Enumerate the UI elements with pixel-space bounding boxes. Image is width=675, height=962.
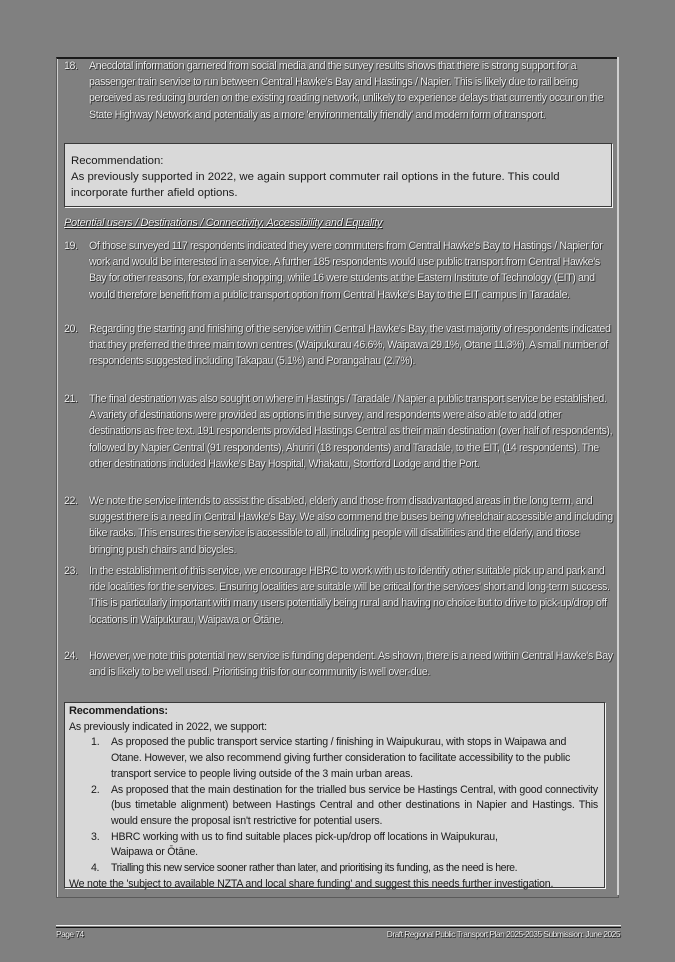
- paragraph-number: 23.: [64, 565, 78, 577]
- page-number: Page 74: [56, 929, 84, 939]
- footer-divider: [56, 925, 621, 926]
- list-number: 2.: [91, 783, 100, 796]
- section-heading: Potential users / Destinations / Connectivity, Accessibility and Equality: [64, 217, 383, 229]
- recommendation-box: [64, 143, 612, 207]
- paragraph-19: [62, 238, 614, 303]
- paragraph-21: [62, 391, 614, 472]
- paragraph-18: [62, 58, 614, 123]
- list-number: 3.: [91, 830, 100, 843]
- paragraph-22: [62, 493, 614, 558]
- paragraph-text: We note the service intends to assist the disabled, elderly and those from disadvantaged areas in the long term, and suggest there is a need in Central Hawke's Bay. We also commend the buses being wheelchair accessible and including bike racks. This ensures the service is accessible to all, including people will disabilities and the elderly, and those bringing push chairs and bicycles.: [89, 495, 613, 556]
- paragraph-text: Anecdotal information garnered from social media and the survey results shows that there is strong support for a passenger train service to run between Central Hawke's Bay and Hastings / Napier. This is likely due to rail being perceived as reducing burden on the existing roading network, unlikely to experience delays that currently occur on the State Highway Network and potentially as a more 'environmentally friendly' and modern form of transport.: [89, 60, 604, 121]
- frame-edge: [617, 57, 619, 895]
- recommendation-label: Recommendation:: [71, 155, 164, 167]
- paragraph-number: 24.: [64, 650, 78, 662]
- footer-divider-dark: [56, 927, 621, 928]
- list-text: Trialling this new service sooner rather than later, and prioritising its funding, as the need is here.: [111, 862, 518, 875]
- paragraph-number: 18.: [64, 60, 78, 72]
- list-number: 4.: [91, 862, 99, 875]
- document-title: Draft Regional Public Transport Plan 2025-2035 Submission: June 2025: [386, 929, 620, 939]
- paragraph-number: 22.: [64, 495, 78, 507]
- paragraph-24: [62, 648, 614, 680]
- recommendations-list: [69, 735, 604, 876]
- paragraph-text: However, we note this potential new service is funding dependent. As shown, there is a need within Central Hawke's Bay and is likely to be well used. Prioritising this for our community is well over-due.: [89, 650, 613, 679]
- list-item: [69, 735, 604, 782]
- paragraph-text: Of those surveyed 117 respondents indicated they were commuters from Central Hawke's Bay to Hastings / Napier for work and would be interested in a service. A further 185 respondents would use public transport from Central Hawke's Bay for other reasons, for example shopping, while 16 were students at the Eastern Institute of Technology (EIT) and would therefore benefit from a public transport option from Central Hawke's Bay to the EIT campus in Taradale.: [89, 240, 603, 301]
- recommendations-box: [64, 702, 605, 888]
- list-text: As proposed the public transport service starting / finishing in Waipukurau, with stops in Waipawa and Otane. However, we also recommend giving further consideration to facilitate accessibility to the public transport service to people living outside of the 3 main urban areas.: [111, 736, 571, 780]
- paragraph-number: 20.: [64, 323, 78, 335]
- list-item: [69, 861, 604, 877]
- list-item: [69, 783, 604, 830]
- paragraph-text: In the establishment of this service, we encourage HBRC to work with us to identify other suitable pick up and park and ride localities for the services. Ensuring localities are suitable will be critical for the services' short and long-term success. This is particularly important with many users potentially being rural and having no choice but to drive to pick-up/drop off locations in Waipukurau, Waipawa or Ōtāne.: [89, 565, 610, 626]
- list-item: [69, 830, 604, 861]
- recommendations-intro: As previously indicated in 2022, we support:: [69, 720, 267, 733]
- paragraph-text: Regarding the starting and finishing of the service within Central Hawke's Bay, the vast majority of respondents indicated that they preferred the three main town centres (Waipukurau 46.6%, Waipawa 29.1%, Otane 11.3%). A small number of respondents suggested including Takapau (5.1%) and Porangahau (2.7%).: [89, 323, 611, 368]
- recommendation-text: As previously supported in 2022, we again support commuter rail options in the future. This could incorporate further afield options.: [71, 171, 560, 199]
- recommendations-closing: We note the 'subject to available NZTA and local share funding' and suggest this needs further investigation.: [69, 877, 554, 890]
- paragraph-23: [62, 563, 614, 628]
- paragraph-number: 19.: [64, 240, 78, 252]
- paragraph-20: [62, 321, 614, 370]
- list-text: As proposed that the main destination for the trialled bus service be Hastings Central, with good connectivity (bus timetable alignment) between Hastings Central and other destinations in Napier and Hastings. This would ensure the proposal isn't restrictive for potential users.: [111, 783, 598, 827]
- list-number: 1.: [91, 736, 100, 749]
- paragraph-number: 21.: [64, 393, 78, 405]
- paragraph-text: The final destination was also sought on where in Hastings / Taradale / Napier a public transport service be established. A variety of destinations were provided as options in the survey, and respondents were also able to add other destinations as free text. 191 respondents provided Hastings Central as their main destination (over half of respondents), followed by Napier Central (91 respondents), Ahuriri (18 respondents) and Taradale, to the EIT, (14 respondents). The other destinations included Hawke's Bay Hospital, Whakatu, Stortford Lodge and the Port.: [89, 393, 613, 470]
- recommendations-title: Recommendations:: [69, 705, 168, 717]
- list-text: HBRC working with us to find suitable places pick-up/drop off locations in Waipukurau, Waipawa or Ōtāne.: [111, 830, 498, 859]
